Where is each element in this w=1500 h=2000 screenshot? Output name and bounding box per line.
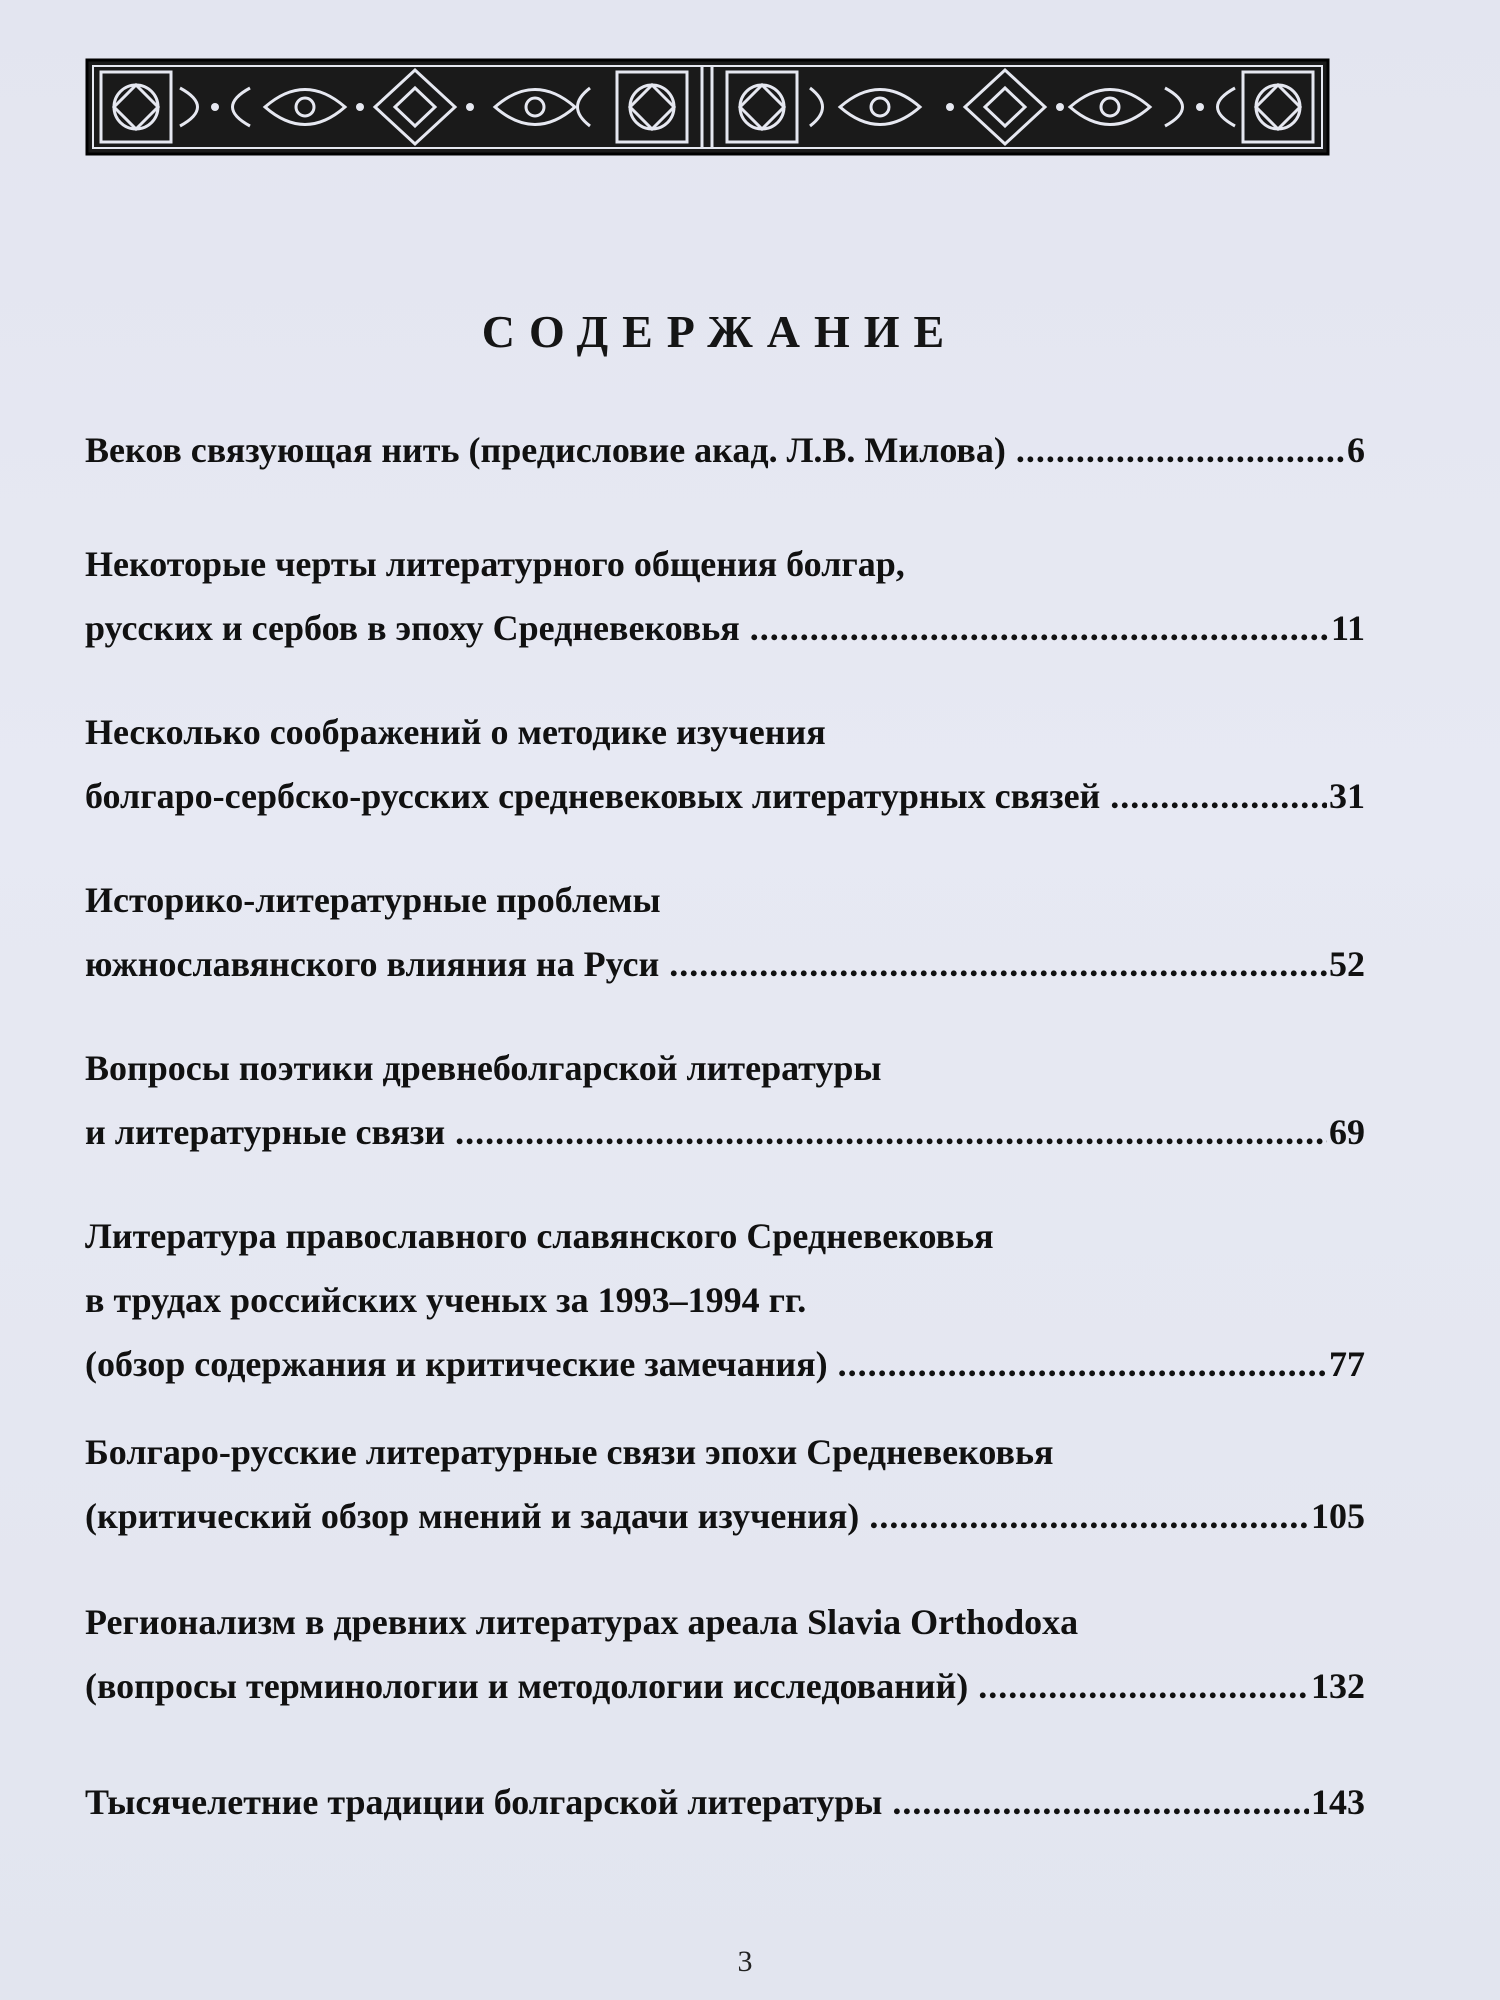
dot-leader — [750, 596, 1329, 660]
toc-entry-last-line — [85, 1770, 1365, 1834]
toc-entry-last-line — [85, 596, 1365, 660]
toc-page-number: 31 — [1329, 776, 1365, 816]
toc-entry-last-line — [85, 1654, 1365, 1718]
toc-entry-title: и литературные связи — [85, 1112, 446, 1152]
decorative-border-ornament — [85, 58, 1330, 156]
toc-page-number: 6 — [1347, 430, 1365, 470]
toc-entry — [85, 1420, 1365, 1548]
toc-entry — [85, 1590, 1365, 1718]
dot-leader — [892, 1770, 1309, 1834]
dot-leader — [978, 1654, 1309, 1718]
toc-entry-title: Литература православного славянского Средневековья — [85, 1216, 994, 1256]
toc-entry — [85, 868, 1365, 996]
dot-leader — [838, 1332, 1327, 1396]
dot-leader — [669, 932, 1327, 996]
toc-entry-last-line — [85, 932, 1365, 996]
toc-entry-title: русских и сербов в эпоху Средневековья — [85, 608, 740, 648]
toc-entry — [85, 418, 1365, 482]
toc-entry-title: Вопросы поэтики древнеболгарской литературы — [85, 1048, 882, 1088]
toc-entry-last-line — [85, 1100, 1365, 1164]
toc-entry-title: (обзор содержания и критические замечания) — [85, 1344, 828, 1384]
toc-entry-title: в трудах российских ученых за 1993–1994 гг. — [85, 1280, 807, 1320]
toc-page-number: 52 — [1329, 944, 1365, 984]
toc-page-number: 105 — [1311, 1496, 1365, 1536]
toc-entry-title: (вопросы терминологии и методологии исследований) — [85, 1666, 969, 1706]
toc-page-number: 77 — [1329, 1344, 1365, 1384]
dot-leader — [1016, 418, 1345, 482]
dot-leader — [455, 1100, 1327, 1164]
dot-leader — [869, 1484, 1309, 1548]
toc-page-number: 69 — [1329, 1112, 1365, 1152]
toc-entry-title: Веков связующая нить (предисловие акад. Л.В. Милова) — [85, 430, 1006, 470]
toc-entry-last-line — [85, 418, 1365, 482]
toc-entry-title: Тысячелетние традиции болгарской литературы — [85, 1782, 883, 1822]
toc-entry-title: Некоторые черты литературного общения болгар, — [85, 544, 905, 584]
toc-entry — [85, 1036, 1365, 1164]
toc-entry-last-line — [85, 1484, 1365, 1548]
toc-entry — [85, 1204, 1365, 1396]
toc-page-number: 11 — [1330, 608, 1365, 648]
toc-entry-title: болгаро-сербско-русских средневековых литературных связей — [85, 776, 1101, 816]
toc-entry-title: южнославянского влияния на Руси — [85, 944, 660, 984]
toc-entry — [85, 1770, 1365, 1834]
toc-page-number: 143 — [1311, 1782, 1365, 1822]
toc-entry-title: (критический обзор мнений и задачи изучения) — [85, 1496, 860, 1536]
toc-entry — [85, 700, 1365, 828]
toc-entry-title: Историко-литературные проблемы — [85, 880, 661, 920]
toc-entry-last-line — [85, 764, 1365, 828]
dot-leader — [1110, 764, 1327, 828]
toc-entry-last-line — [85, 1332, 1365, 1396]
page-number: 3 — [737, 1945, 753, 1978]
toc-entry-title: Болгаро-русские литературные связи эпохи Средневековья — [85, 1432, 1054, 1472]
toc-page-number: 132 — [1311, 1666, 1365, 1706]
toc-entry-title: Регионализм в древних литературах ареала Slavia Orthodoxa — [85, 1602, 1079, 1642]
toc-entry-title: Несколько соображений о методике изучения — [85, 712, 826, 752]
toc-heading: СОДЕРЖАНИЕ — [481, 306, 959, 357]
toc-entry — [85, 532, 1365, 660]
